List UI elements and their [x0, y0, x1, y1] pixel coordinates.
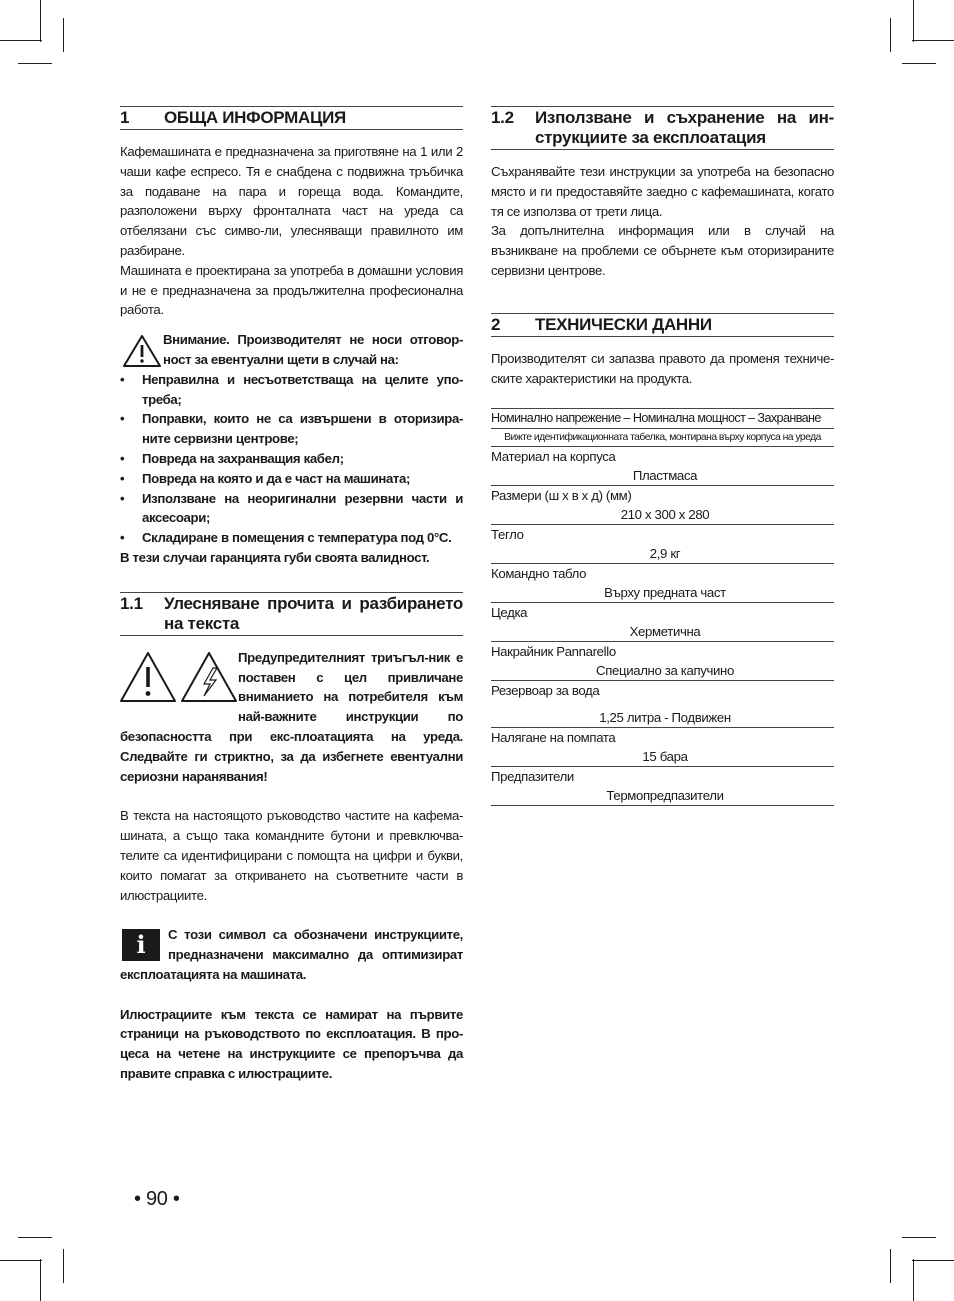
spec-value: Херметична	[629, 624, 701, 640]
info-icon: i	[122, 929, 160, 961]
spec-value: Специално за капучино	[596, 663, 734, 679]
general-info-paragraph: Кафемашината е предназначена за приготвяне на 1 или 2 чаши кафе еспресо. Тя е снабдена с подвижна тръбичка за подаване на пара и гореща вода. Командите, разположени върху фронталната част на уреда са отбелязани със симво-ли, улесняващи правилното им разбиране.	[120, 144, 463, 258]
info-notice-text: С този символ са обозначени инструкциите, предназначени максимално да оптимизират експлоатацията на машината.	[120, 927, 463, 982]
list-item: • Складиране в помещения с температура под 0°C.	[120, 528, 463, 548]
crop-mark	[902, 63, 936, 64]
triangle-notice	[120, 648, 463, 787]
spec-row	[491, 525, 834, 564]
list-item: • Използване на неоригинални резервни части и аксесоари;	[120, 489, 463, 529]
crop-mark	[0, 1260, 42, 1261]
crop-mark	[912, 40, 954, 41]
crop-mark	[63, 18, 64, 52]
spec-table	[491, 408, 834, 806]
crop-mark	[913, 0, 914, 42]
right-column	[491, 106, 834, 806]
section-title: Улесняване прочита и разбирането на текста	[164, 593, 463, 633]
crop-mark	[40, 1259, 41, 1301]
crop-mark	[63, 1249, 64, 1283]
left-column	[120, 106, 463, 1084]
section-title: Използване и съхранение на ин-струкциите за експлоатация	[535, 108, 834, 147]
section-heading-1-2	[491, 106, 834, 150]
section-number: 2	[491, 314, 501, 334]
spec-value: Пластмаса	[632, 468, 698, 484]
warranty-note: В тези случаи гаранцията губи своята валидност.	[120, 549, 430, 565]
spec-row	[491, 728, 834, 767]
storage-paragraph: Съхранявайте тези инструкции за употреба на безопасно място и ги предоставяйте заедно с кафемашината, когато тя се използва от трети лица.	[491, 164, 834, 219]
list-item: • Поправки, които не са извършени в оторизира-ните сервизни центрове;	[120, 409, 463, 449]
warning-intro: Внимание. Производителят не носи отговор-ност за евентуални щети в случай на:	[163, 332, 463, 367]
section-heading-1	[120, 106, 463, 130]
spec-label: Тегло	[491, 527, 524, 543]
spec-value: Термопредпазители	[606, 788, 724, 804]
list-item: • Повреда на захранващия кабел;	[120, 449, 463, 469]
spec-row	[491, 447, 834, 486]
liability-list	[120, 370, 463, 548]
section-title: ОБЩА ИНФОРМАЦИЯ	[164, 108, 346, 127]
crop-mark	[18, 1237, 52, 1238]
crop-mark	[18, 63, 52, 64]
spec-label: Номинално напрежение – Номинална мощност – Захранване	[491, 411, 821, 426]
spec-row	[491, 603, 834, 642]
spec-label: Материал на корпуса	[491, 449, 616, 465]
info-notice	[120, 925, 463, 984]
spec-row	[491, 767, 834, 806]
section-number: 1.1	[120, 593, 143, 613]
spec-value: 1,25 литра - Подвижен	[599, 710, 731, 726]
section-number: 1.2	[491, 108, 514, 127]
warning-triangle-icon	[122, 334, 162, 368]
illustrations-paragraph: Илюстрациите към текста се намират на първите страници на ръководството по експлоатация. В про-цеса на четене на инструкциите се препоръчва да правите справка с илюстрациите.	[120, 1006, 463, 1082]
spec-row	[491, 564, 834, 603]
spec-value: 210 x 300 x 280	[620, 507, 710, 523]
section-title: ТЕХНИЧЕСКИ ДАННИ	[535, 314, 712, 334]
section-heading-1-1	[120, 592, 463, 636]
tech-data-paragraph: Производителят си запазва правото да променя техниче-ските характеристики на продукта.	[491, 350, 834, 386]
crop-mark	[0, 40, 42, 41]
storage-paragraph: За допълнителна информация или в случай на възникване на проблеми се обърнете към оторизираните сервизни центрове.	[491, 223, 834, 278]
spec-label: Предпазители	[491, 769, 574, 785]
crop-mark	[912, 1260, 954, 1261]
list-item: • Неправилна и несъответстваща на целите упо-треба;	[120, 370, 463, 410]
spec-label: Резервоар за вода	[491, 683, 600, 699]
section-number: 1	[120, 108, 130, 127]
warning-triangles	[120, 651, 238, 703]
exclamation-triangle-icon	[121, 653, 175, 701]
numbering-paragraph: В текста на настоящото ръководство частите на кафема-шината, а също така командните бутони и превключва-телите са идентифицирани с помощта на цифри и букви, които помагат за откриването на съответните части в илюстрациите.	[120, 808, 463, 903]
list-item: • Повреда на която и да е част на машината;	[120, 469, 463, 489]
crop-mark	[890, 1249, 891, 1283]
spec-label: Накрайник Pannarello	[491, 644, 616, 660]
crop-mark	[902, 1237, 936, 1238]
spec-value: 2,9 кг	[649, 546, 681, 562]
spec-label: Цедка	[491, 605, 528, 621]
triangle-notice-text: Предупредителният триъгъл-ник е поставен с цел привличане вниманието на потребителя към най-важните инструкции по безопасността при екс-плоатацията на уреда. Следвайте ги стриктно, за да избегнете евентуални сериозни наранявания!	[120, 649, 463, 784]
crop-mark	[890, 18, 891, 52]
spec-label: Размери (ш x в x д) (мм)	[491, 488, 632, 504]
spec-row	[491, 681, 834, 728]
liability-warning	[120, 330, 463, 568]
spec-label: Командно табло	[491, 566, 587, 582]
spec-row	[491, 642, 834, 681]
general-info-paragraph: Машината е проектирана за употреба в домашни условия и не е предназначена за продължителна професионална работа.	[120, 262, 463, 318]
crop-mark	[913, 1259, 914, 1301]
spec-value: 15 бара	[642, 749, 688, 765]
page-number: • 90 •	[134, 1188, 180, 1210]
spec-label: Налягане на помпата	[491, 730, 616, 746]
spec-row	[491, 408, 834, 428]
section-heading-2	[491, 313, 834, 337]
crop-mark	[40, 0, 41, 42]
electric-shock-triangle-icon	[182, 653, 236, 701]
spec-row	[491, 486, 834, 525]
spec-value: Вижте идентификационната табелка, монтирана върху корпуса на уреда	[491, 428, 834, 447]
spec-value: Върху предната част	[604, 585, 726, 601]
